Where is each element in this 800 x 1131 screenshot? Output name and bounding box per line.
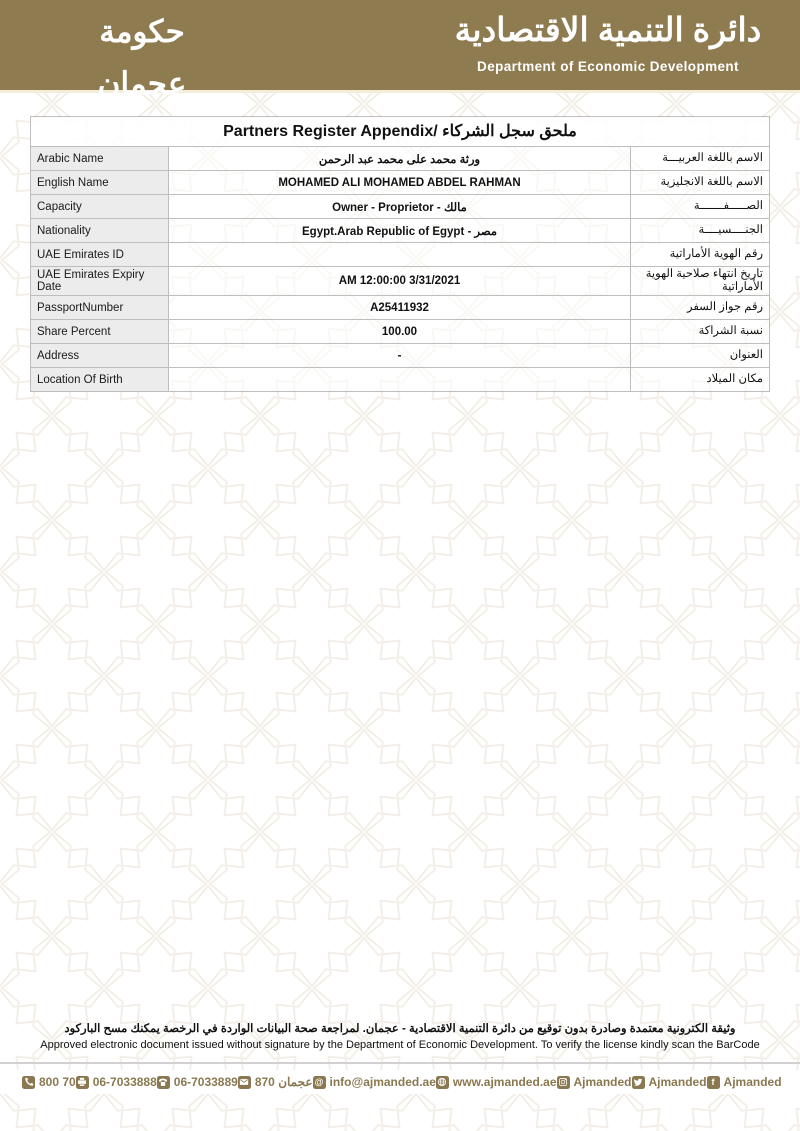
contact-item	[157, 1075, 238, 1089]
table-row	[31, 296, 770, 320]
row-label-arabic: العنوان	[631, 344, 770, 368]
row-label-arabic: مكان الميلاد	[631, 368, 770, 392]
row-label-english: Arabic Name	[31, 147, 169, 171]
row-value: Egypt.Arab Republic of Egypt - مصر	[169, 219, 631, 243]
contact-text: 06-7033888	[92, 1075, 157, 1089]
contact-text: info@ajmanded.ae	[329, 1075, 436, 1089]
contact-item	[436, 1075, 557, 1089]
contact-item	[76, 1075, 157, 1089]
table-row	[31, 368, 770, 392]
row-value: A25411932	[169, 296, 631, 320]
row-value: ورثة محمد على محمد عبد الرحمن	[169, 147, 631, 171]
partners-register-document	[30, 116, 770, 392]
table-row	[31, 320, 770, 344]
department-of-economic-development-logo	[428, 2, 788, 74]
contact-item	[557, 1075, 632, 1089]
row-value	[169, 368, 631, 392]
row-value: AM 12:00:00 3/31/2021	[169, 267, 631, 296]
contact-text: Ajmanded	[723, 1075, 782, 1089]
phone-icon	[22, 1076, 35, 1089]
row-label-english: Nationality	[31, 219, 169, 243]
fax-icon	[76, 1076, 89, 1089]
contact-item	[238, 1075, 313, 1089]
table-row	[31, 171, 770, 195]
government-of-ajman-logo	[52, 6, 232, 126]
row-label-english: PassportNumber	[31, 296, 169, 320]
table-row	[31, 267, 770, 296]
ded-logo-english: Department of Economic Development	[477, 59, 739, 74]
row-label-english: Address	[31, 344, 169, 368]
row-label-english: English Name	[31, 171, 169, 195]
row-label-arabic: الاسم باللغة الانجليزية	[631, 171, 770, 195]
globe-icon	[436, 1076, 449, 1089]
contact-text: 800 70	[39, 1075, 76, 1089]
partners-table	[30, 146, 770, 392]
row-label-arabic: تاريخ انتهاء صلاحية الهوية الأماراتية	[631, 267, 770, 296]
row-label-english: UAE Emirates Expiry Date	[31, 267, 169, 296]
email-icon: @	[313, 1076, 326, 1089]
telephone-icon	[157, 1076, 170, 1089]
table-row	[31, 219, 770, 243]
row-label-arabic: الاسم باللغة العربيـــة	[631, 147, 770, 171]
contact-text: Ajmanded	[648, 1075, 707, 1089]
footer-notice	[20, 1022, 780, 1053]
row-label-arabic: نسبة الشراكة	[631, 320, 770, 344]
contact-text: www.ajmanded.ae	[452, 1075, 557, 1089]
row-label-english: Capacity	[31, 195, 169, 219]
row-label-arabic: رقم جواز السفر	[631, 296, 770, 320]
row-label-english: Share Percent	[31, 320, 169, 344]
row-value	[169, 243, 631, 267]
contact-item	[632, 1075, 707, 1089]
row-value: Owner - Proprietor - مالك	[169, 195, 631, 219]
twitter-icon	[632, 1076, 645, 1089]
mailbox-icon	[238, 1076, 251, 1089]
government-of-ajman-logo-arabic: حكومة عجمان	[97, 14, 187, 101]
ded-logo-arabic: دائرة التنمية الاقتصادية	[454, 11, 762, 48]
table-row	[31, 344, 770, 368]
row-value: -	[169, 344, 631, 368]
partners-table-body	[31, 147, 770, 392]
contact-bar	[0, 1070, 800, 1094]
row-label-english: Location Of Birth	[31, 368, 169, 392]
table-row	[31, 195, 770, 219]
header-band	[0, 0, 800, 101]
contact-text: 06-7033889	[173, 1075, 238, 1089]
contact-item	[22, 1075, 76, 1089]
row-label-arabic: رقم الهوية الأماراتية	[631, 243, 770, 267]
row-label-english: UAE Emirates ID	[31, 243, 169, 267]
table-row	[31, 243, 770, 267]
facebook-icon: f	[707, 1076, 720, 1089]
row-value: MOHAMED ALI MOHAMED ABDEL RAHMAN	[169, 171, 631, 195]
row-label-arabic: الجنــــسيــــة	[631, 219, 770, 243]
contact-item	[707, 1075, 782, 1089]
row-value: 100.00	[169, 320, 631, 344]
table-row	[31, 147, 770, 171]
contact-item	[313, 1075, 436, 1089]
contact-text: عجمان 870	[254, 1075, 313, 1089]
row-label-arabic: الصـــــفـــــــة	[631, 195, 770, 219]
document-title: Partners Register Appendix/ ملحق سجل الشركاء	[30, 116, 770, 146]
footer-divider	[0, 1062, 800, 1064]
footer-notice-english: Approved electronic document issued without signature by the Department of Economic Development. To verify the license kindly scan the BarCode	[40, 1039, 760, 1051]
contact-text: Ajmanded	[573, 1075, 632, 1089]
instagram-icon	[557, 1076, 570, 1089]
footer-notice-arabic: وثيقة الكترونية معتمدة وصادرة بدون توقيع من دائرة التنمية الاقتصادية - عجمان. لمراجعة صحة البيانات الواردة في الرخصة يمكنك مسح الباركود	[64, 1023, 736, 1035]
